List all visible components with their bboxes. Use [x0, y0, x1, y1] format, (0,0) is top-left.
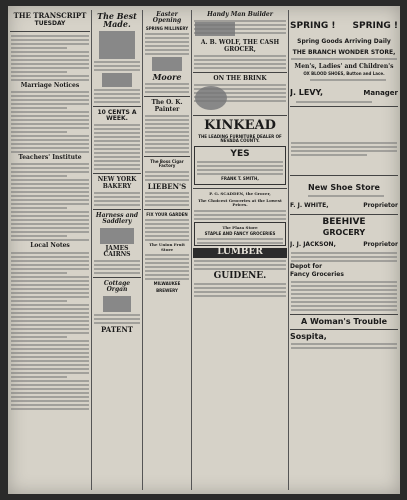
- ad-cairns: JAMES CAIRNS: [103, 244, 131, 258]
- ad-jackson: J. J. JACKSON,: [290, 240, 336, 248]
- ad-cottage: Cottage Organ: [103, 280, 131, 294]
- masthead: THE TRANSCRIPT: [13, 11, 87, 20]
- ad-fancy: Fancy Groceries: [290, 271, 344, 279]
- article-text: [10, 252, 90, 410]
- ad-grocery: GROCERY: [322, 228, 366, 238]
- ad-yes-box: [194, 146, 286, 186]
- ad-white: F. J. WHITE,: [290, 201, 329, 209]
- ad-guidene: GUIDENE.: [213, 270, 267, 281]
- ad-yes: YES: [230, 148, 250, 159]
- ad-shoes: OX BLOOD SHOES, Button and Lace.: [303, 71, 385, 77]
- ad-spring-goods: Spring Goods Arriving Daily: [297, 38, 391, 46]
- article-text: [10, 35, 90, 81]
- ad-manager: Manager: [363, 88, 398, 97]
- section-heading: Local Notes: [30, 242, 70, 250]
- news-column: [10, 10, 90, 490]
- ad-plaza-box: [194, 222, 286, 247]
- ad-column-4: [193, 10, 287, 490]
- ad-depot: Depot for: [290, 262, 323, 270]
- ad-best-made: The Best Made.: [97, 11, 137, 30]
- ad-scadden: P. G. SCADDEN, the Grocer,: [209, 191, 271, 197]
- ad-harness: Harness and Saddlery: [95, 211, 139, 226]
- section-heading: Teachers' Institute: [18, 153, 82, 161]
- ad-spring-millinery: SPRING MILLINERY: [145, 25, 189, 31]
- ad-new-shoe: New Shoe Store: [308, 183, 380, 193]
- ad-cents-week: 10 CENTS A WEEK.: [97, 108, 137, 123]
- ad-garden: FIX YOUR GARDEN: [146, 212, 188, 218]
- ad-moore: Moore: [152, 71, 182, 82]
- ad-column-5: [290, 10, 398, 490]
- ad-plaza: The Plaza Store: [222, 224, 258, 230]
- article-text: [10, 163, 90, 241]
- ad-lumber: LUMBER: [193, 248, 287, 257]
- ad-brink: ON THE BRINK: [213, 74, 267, 82]
- ad-proprietor-1: Proprietor: [363, 201, 398, 209]
- ad-wonder-store: THE BRANCH WONDER STORE,: [292, 48, 396, 56]
- ad-cigar: The Boss Cigar Factory: [150, 158, 184, 169]
- ad-handy: Handy Man Builder: [207, 11, 273, 18]
- horse-illustration: [100, 228, 134, 244]
- ad-mens: Men's, Ladies' and Children's: [294, 63, 394, 71]
- ad-milwaukee: MILWAUKEE: [153, 281, 181, 287]
- ad-lieben: LIEBEN'S: [147, 181, 187, 191]
- ad-levy: J. LEVY,: [290, 87, 324, 97]
- ad-beehive: BEEHIVE: [322, 216, 366, 227]
- ad-trouble: A Woman's Trouble: [300, 316, 388, 326]
- ad-choicest: The Choicest Groceries at the Lowest Prices.: [198, 197, 282, 208]
- section-heading: Marriage Notices: [20, 81, 80, 89]
- ad-kinkead-sub: THE LEADING FURNITURE DEALER OF NEVADA COUNTY.: [198, 133, 282, 144]
- ad-bakery: NEW YORK BAKERY: [97, 176, 137, 190]
- ad-brewery: BREWERY: [156, 287, 178, 293]
- ad-wolf: A. B. WOLF, THE CASH GROCER,: [200, 39, 280, 53]
- masthead-subhead: TUESDAY: [34, 20, 66, 28]
- newspaper-page: [8, 6, 400, 494]
- article-text: [10, 91, 90, 153]
- ad-staple: STAPLE AND FANCY GROCERIES: [204, 231, 276, 236]
- ad-smith: FRANK T. SMITH,: [221, 176, 259, 182]
- ad-illustration: [152, 57, 182, 71]
- ad-kinkead: KINKEAD: [204, 118, 276, 134]
- ad-illustration: [102, 73, 132, 87]
- ad-proprietor-2: Proprietor: [363, 240, 398, 248]
- ad-column-3: [144, 10, 190, 490]
- ad-patent: PATENT: [101, 324, 133, 334]
- ad-column-2: [93, 10, 141, 490]
- organ-illustration: [103, 296, 131, 312]
- ad-spring-left: SPRING !: [290, 21, 336, 31]
- ad-sospita: Sospita,: [290, 331, 327, 341]
- ad-spring-right: SPRING !: [352, 21, 398, 31]
- ad-painter: The O. K. Painter: [151, 99, 183, 113]
- ad-easter: Easter Opening: [152, 11, 182, 25]
- ad-illustration: [99, 31, 135, 59]
- ad-union: The Union Fruit Store: [149, 242, 185, 252]
